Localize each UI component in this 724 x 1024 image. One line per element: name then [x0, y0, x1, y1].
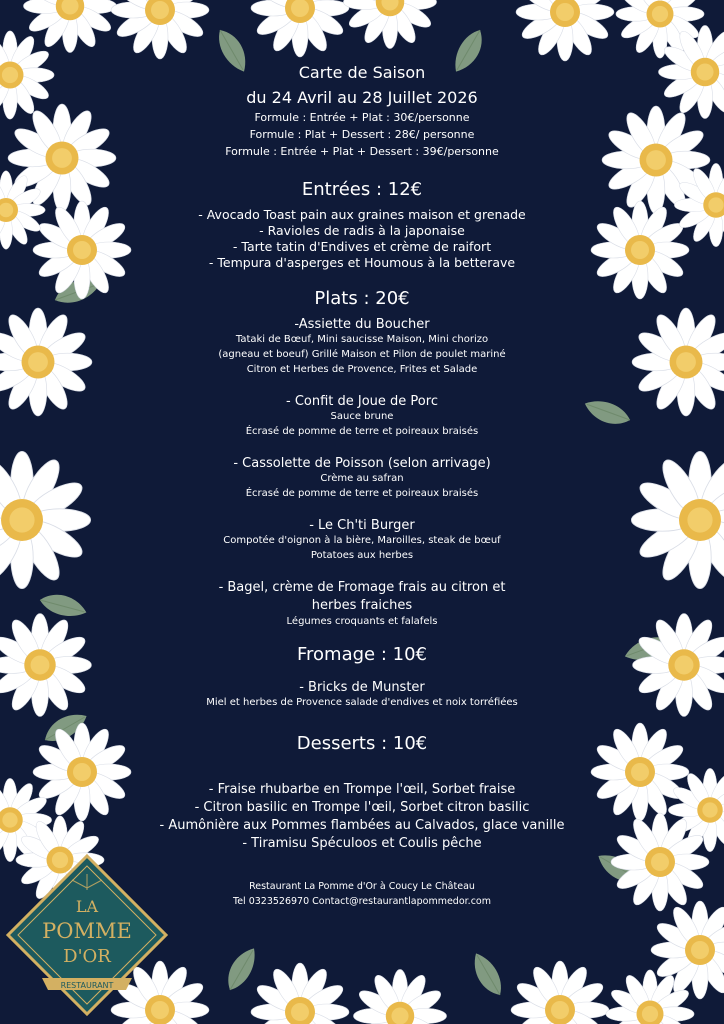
- plat-name: - Cassolette de Poisson (selon arrivage): [233, 456, 491, 471]
- section-title-entrees: Entrées : 12€: [301, 179, 423, 200]
- logo-text-dor: D'OR: [63, 946, 111, 967]
- logo-text-la: LA: [75, 897, 99, 916]
- dessert-item: - Citron basilic en Trompe l'œil, Sorbet citron basilic: [194, 800, 530, 815]
- daisies-left: [0, 31, 131, 904]
- dessert-item: - Aumônière aux Pommes flambées au Calvados, glace vanille: [159, 818, 565, 833]
- plat-description: Crème au safran: [320, 473, 404, 484]
- plat-description: (agneau et boeuf) Grillé Maison et Pilon de poulet mariné: [218, 349, 506, 360]
- formula-line: Formule : Entrée + Plat + Dessert : 39€/personne: [225, 145, 499, 158]
- footer-contact: Tel 0323526970 Contact@restaurantlapommedor.com: [233, 896, 491, 907]
- season-dates: du 24 Avril au 28 Juillet 2026: [246, 88, 478, 107]
- formula-line: Formule : Plat + Dessert : 28€/ personne: [249, 128, 475, 141]
- entree-item: - Avocado Toast pain aux graines maison et grenade: [198, 207, 526, 222]
- fromage-description: Miel et herbes de Provence salade d'endives et noix torréfiées: [206, 697, 518, 708]
- section-title-desserts: Desserts : 10€: [296, 733, 428, 754]
- restaurant-logo: [2, 850, 172, 1020]
- section-title-fromage: Fromage : 10€: [297, 644, 427, 665]
- fromage-name: - Bricks de Munster: [299, 680, 425, 695]
- menu-title: Carte de Saison: [298, 63, 426, 82]
- plat-description: Compotée d'oignon à la bière, Maroilles, steak de bœuf: [223, 535, 501, 546]
- plat-description: Sauce brune: [330, 411, 394, 422]
- entree-item: - Ravioles de radis à la japonaise: [259, 223, 465, 238]
- dessert-item: - Tiramisu Spéculoos et Coulis pêche: [242, 836, 482, 851]
- plat-name: - Le Ch'ti Burger: [309, 518, 415, 533]
- entree-item: - Tempura d'asperges et Houmous à la betterave: [208, 255, 516, 270]
- plat-description: Tataki de Bœuf, Mini saucisse Maison, Mini chorizo: [235, 334, 489, 345]
- formula-line: Formule : Entrée + Plat : 30€/personne: [254, 111, 470, 124]
- entree-item: - Tarte tatin d'Endives et crème de raifort: [232, 239, 492, 254]
- plat-description: Écrasé de pomme de terre et poireaux braisés: [245, 426, 479, 437]
- logo-text-restaurant: RESTAURANT: [60, 981, 114, 990]
- plat-description: Citron et Herbes de Provence, Frites et Salade: [246, 364, 478, 375]
- plat-name: - Bagel, crème de Fromage frais au citron et: [218, 580, 506, 595]
- logo-text-pomme: POMME: [42, 919, 132, 943]
- dessert-item: - Fraise rhubarbe en Trompe l'œil, Sorbet fraise: [208, 782, 516, 797]
- footer-address: Restaurant La Pomme d'Or à Coucy Le Château: [249, 881, 475, 892]
- plat-name-continued: herbes fraiches: [311, 598, 413, 613]
- plat-description: Écrasé de pomme de terre et poireaux braisés: [245, 488, 479, 499]
- plat-name: -Assiette du Boucher: [294, 317, 430, 332]
- plat-description: Légumes croquants et falafels: [286, 616, 438, 627]
- plat-name: - Confit de Joue de Porc: [286, 394, 438, 409]
- daisies-right: [591, 25, 724, 999]
- menu-content: [120, 0, 604, 1024]
- section-title-plats: Plats : 20€: [314, 288, 410, 309]
- plat-description: Potatoes aux herbes: [310, 550, 414, 561]
